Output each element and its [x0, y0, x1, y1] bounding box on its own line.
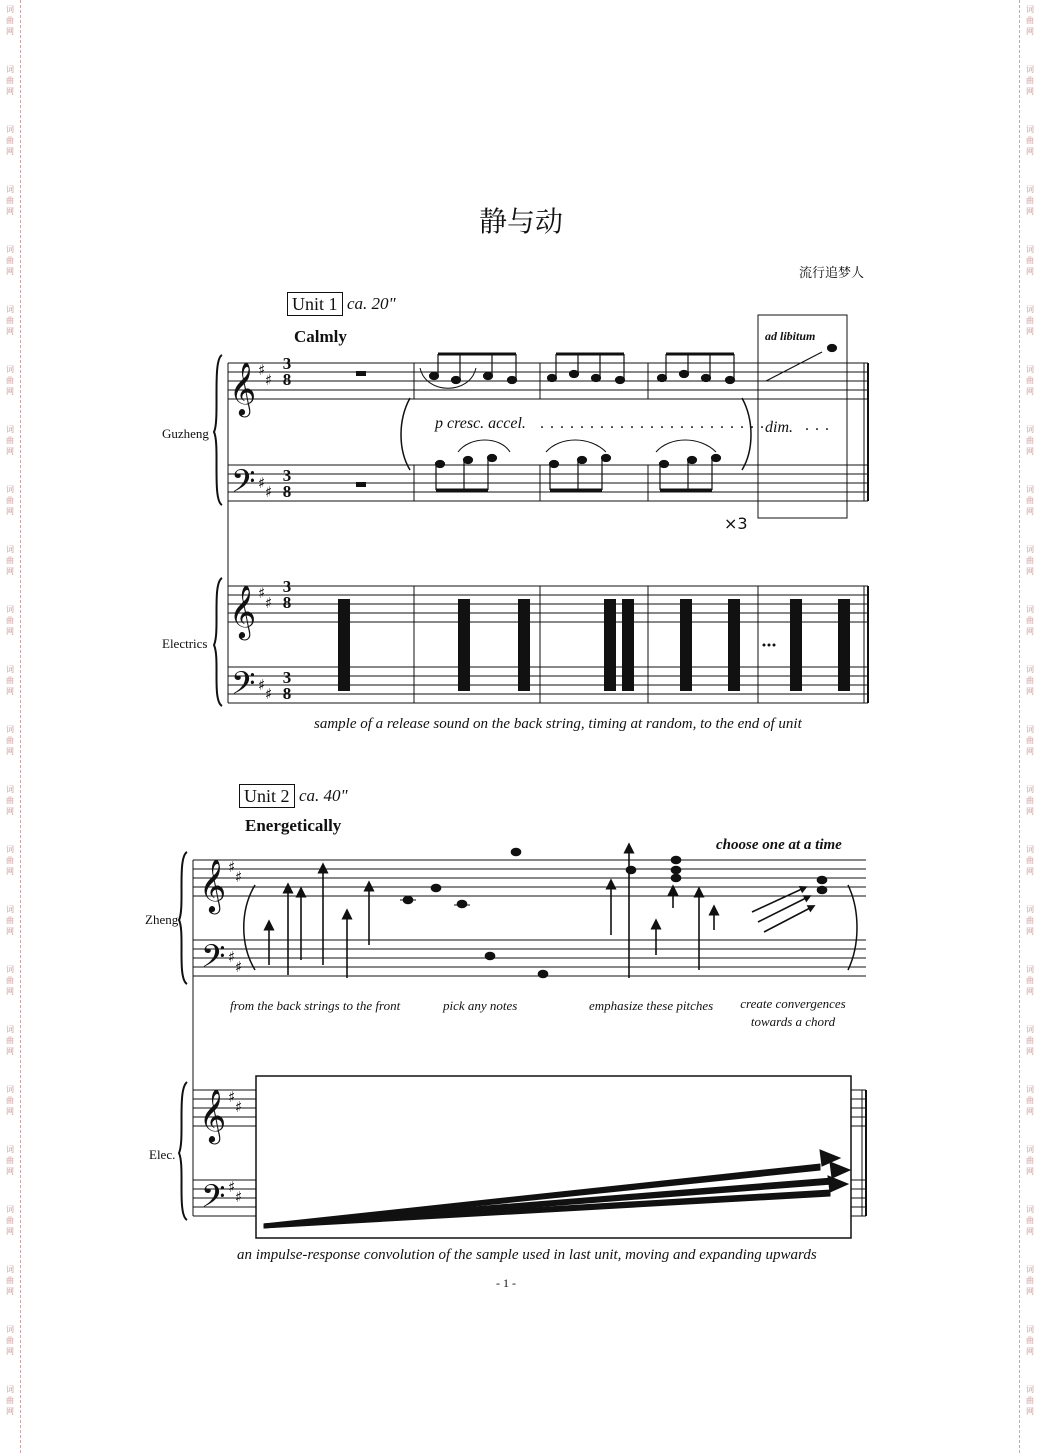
guzheng-time-signature: 3 8 [282, 354, 292, 389]
watermark-text: 词 曲 网 [6, 245, 14, 276]
svg-text:𝄞: 𝄞 [229, 584, 257, 638]
watermark-text: 词 曲 网 [6, 845, 14, 876]
watermark-text: 词 曲 网 [6, 365, 14, 396]
cresc-dots: ....................... [540, 415, 770, 432]
watermark-text: 词 曲 网 [1026, 1145, 1034, 1176]
watermark-text: 词 曲 网 [6, 725, 14, 756]
ad-libitum: ad libitum [765, 329, 816, 343]
instrument-zheng: Zheng [145, 912, 179, 927]
page-number: - 1 - [496, 1276, 516, 1290]
watermark-text: 词 曲 网 [6, 1085, 14, 1116]
svg-text:𝄞: 𝄞 [199, 858, 227, 912]
svg-text:♯: ♯ [258, 361, 266, 379]
watermark-text: 词 曲 网 [6, 1265, 14, 1296]
guzheng-bass-staff [228, 465, 868, 501]
zheng-bass-staff [193, 940, 866, 976]
watermark-text: 词 曲 网 [6, 1325, 14, 1356]
zheng-treble-staff [193, 860, 866, 896]
unit1-tempo: Calmly [294, 327, 347, 346]
electrics-bass-staff [228, 667, 868, 703]
watermark-text: 词 曲 网 [6, 185, 14, 216]
choose-one-instruction: choose one at a time [716, 837, 842, 853]
svg-text:𝄢: 𝄢 [201, 1178, 226, 1222]
instruction-pick-notes: pick any notes [443, 998, 518, 1013]
watermark-text: 词 曲 网 [6, 965, 14, 996]
watermark-text: 词 曲 网 [6, 425, 14, 456]
watermark-text: 词 曲 网 [1026, 65, 1034, 96]
svg-text:♯: ♯ [258, 676, 266, 694]
watermark-text: 词 曲 网 [1026, 1325, 1034, 1356]
svg-text:♯: ♯ [228, 858, 236, 876]
watermark-text: 词 曲 网 [1026, 1025, 1034, 1056]
unit2-tempo: Energetically [245, 816, 342, 835]
unit2-label: Unit 2 [239, 784, 295, 808]
svg-text:♯: ♯ [258, 474, 266, 492]
svg-text:♯: ♯ [265, 594, 273, 612]
instruction-back-strings: from the back strings to the front [230, 998, 401, 1013]
watermark-text: 词 曲 网 [6, 1205, 14, 1236]
watermark-text: 词 曲 网 [6, 545, 14, 576]
watermark-text: 词 曲 网 [1026, 1205, 1034, 1236]
instrument-elec: Elec. [149, 1147, 176, 1162]
dim-marking: dim. [765, 419, 793, 436]
svg-text:𝄞: 𝄞 [199, 1088, 227, 1142]
guzheng-treble-staff [228, 363, 868, 399]
watermark-text: 词 曲 网 [6, 125, 14, 156]
watermark-text: 词 曲 网 [1026, 1265, 1034, 1296]
svg-text:𝄢: 𝄢 [231, 463, 256, 507]
svg-text:♯: ♯ [235, 1188, 243, 1206]
watermark-text: 词 曲 网 [1026, 425, 1034, 456]
svg-text:𝄞: 𝄞 [229, 361, 257, 415]
watermark-text: 词 曲 网 [6, 485, 14, 516]
watermark-text: 词 曲 网 [6, 1385, 14, 1416]
svg-text:𝄢: 𝄢 [201, 938, 226, 982]
watermark-text: 词 曲 网 [6, 1025, 14, 1056]
unit2-caption: an impulse-response convolution of the sample used in last unit, moving and expanding upwards [237, 1247, 817, 1263]
svg-text:♯: ♯ [235, 1098, 243, 1116]
watermark-text: 词 曲 网 [6, 5, 14, 36]
svg-text:♯: ♯ [228, 1178, 236, 1196]
watermark-text: 词 曲 网 [1026, 125, 1034, 156]
watermark-text: 词 曲 网 [1026, 665, 1034, 696]
watermark-text: 词 曲 网 [1026, 245, 1034, 276]
svg-text:𝄢: 𝄢 [231, 665, 256, 709]
watermark-text: 词 曲 网 [1026, 965, 1034, 996]
instrument-electrics: Electrics [162, 636, 208, 651]
unit1-caption: sample of a release sound on the back string, timing at random, to the end of unit [314, 716, 802, 732]
svg-text:♯: ♯ [228, 948, 236, 966]
watermark-text: 词 曲 网 [6, 905, 14, 936]
svg-text:♯: ♯ [265, 371, 273, 389]
composer-name: 流行追梦人 [798, 266, 864, 281]
watermark-text: 词 曲 网 [1026, 905, 1034, 936]
svg-text:♯: ♯ [258, 584, 266, 602]
electrics-treble-staff [228, 586, 868, 622]
svg-text:♯: ♯ [228, 1088, 236, 1106]
svg-text:♯: ♯ [235, 958, 243, 976]
unit1-duration: ca. 20" [347, 294, 396, 313]
instruction-convergences: create convergences towards a chord [740, 996, 846, 1029]
unit1-label: Unit 1 [287, 292, 343, 316]
electrics-time-signature: 3 8 [282, 577, 292, 612]
watermark-text: 词 曲 网 [6, 305, 14, 336]
dim-dots: ... [805, 417, 835, 434]
watermark-text: 词 曲 网 [1026, 185, 1034, 216]
page-title: 静与动 [478, 205, 563, 238]
dynamics-marking: p cresc. accel. [435, 415, 526, 432]
svg-text:♯: ♯ [235, 868, 243, 886]
watermark-text: 词 曲 网 [6, 785, 14, 816]
svg-text:♯: ♯ [265, 685, 273, 703]
watermark-text: 词 曲 网 [1026, 365, 1034, 396]
watermark-text: 词 曲 网 [6, 1145, 14, 1176]
watermark-text: 词 曲 网 [6, 605, 14, 636]
watermark-text: 词 曲 网 [1026, 305, 1034, 336]
instrument-guzheng: Guzheng [162, 426, 209, 441]
unit2-duration: ca. 40" [299, 786, 348, 805]
guzheng-bass-time-signature: 3 8 [282, 466, 292, 501]
watermark-text: 词 曲 网 [1026, 1085, 1034, 1116]
watermark-text: 词 曲 网 [1026, 5, 1034, 36]
repeat-count: ×3 [724, 514, 748, 533]
watermark-text: 词 曲 网 [1026, 785, 1034, 816]
watermark-text: 词 曲 网 [1026, 485, 1034, 516]
watermark-text: 词 曲 网 [6, 665, 14, 696]
watermark-text: 词 曲 网 [1026, 1385, 1034, 1416]
electrics-bass-time-signature: 3 8 [282, 668, 292, 703]
watermark-text: 词 曲 网 [6, 65, 14, 96]
watermark-text: 词 曲 网 [1026, 545, 1034, 576]
watermark-text: 词 曲 网 [1026, 845, 1034, 876]
instruction-emphasize: emphasize these pitches [589, 998, 714, 1013]
watermark-text: 词 曲 网 [1026, 725, 1034, 756]
watermark-text: 词 曲 网 [1026, 605, 1034, 636]
svg-text:♯: ♯ [265, 483, 273, 501]
